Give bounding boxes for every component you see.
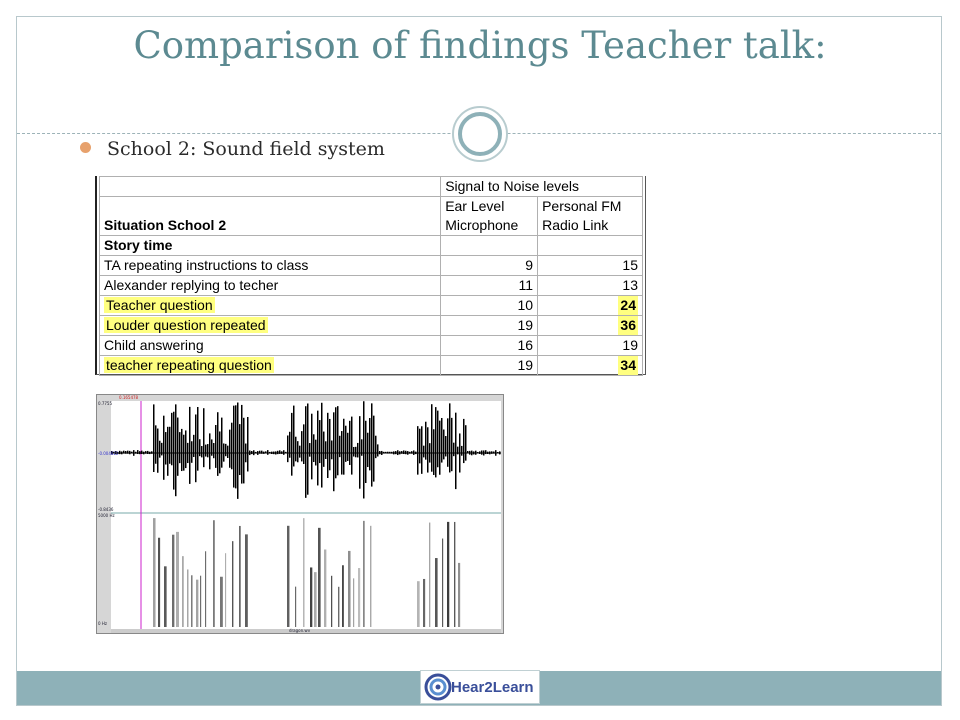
cursor-readout: 0.165478 xyxy=(119,395,139,400)
waveform-sample xyxy=(415,452,417,455)
waveform-sample xyxy=(461,446,463,456)
table-row xyxy=(100,356,643,376)
waveform-sample xyxy=(451,418,453,471)
waveform-sample xyxy=(385,452,387,454)
column-header-fm-2: Radio Link xyxy=(538,216,643,236)
waveform-sample xyxy=(257,451,259,455)
spectrogram-band xyxy=(353,578,354,627)
spectrogram-band xyxy=(213,520,215,627)
waveform-sample xyxy=(345,426,347,462)
waveform-sample xyxy=(275,451,277,454)
waveform-sample xyxy=(487,452,489,454)
waveform-sample xyxy=(127,451,129,454)
waveform-sample xyxy=(151,451,153,454)
row-fm-value: 24 xyxy=(620,297,636,313)
waveform-sample xyxy=(209,433,211,469)
table-row xyxy=(100,256,643,276)
row-ear-value: 19 xyxy=(441,316,538,336)
waveform-sample xyxy=(331,440,333,459)
spectrogram-band xyxy=(200,576,201,627)
waveform-sample xyxy=(447,418,449,466)
waveform-sample xyxy=(271,452,273,454)
waveform-sample xyxy=(483,450,485,455)
row-ear-value: 10 xyxy=(441,296,538,316)
waveform-sample xyxy=(401,451,403,454)
spectrogram-band xyxy=(442,539,443,627)
waveform-sample xyxy=(425,422,427,460)
waveform-sample xyxy=(393,451,395,454)
waveform-sample xyxy=(195,414,197,482)
waveform-sample xyxy=(339,436,341,457)
spectrogram-band xyxy=(196,580,198,627)
waveform-sample xyxy=(193,435,195,457)
waveform-sample xyxy=(155,425,157,463)
spectrogram-band xyxy=(417,581,420,627)
row-fm-value-cell xyxy=(538,356,643,376)
waveform-sample xyxy=(217,412,219,476)
table-group-header: Signal to Noise levels xyxy=(441,177,643,197)
waveform-sample xyxy=(325,441,327,459)
row-label: Alexander replying to techer xyxy=(100,276,441,296)
table-cell xyxy=(100,177,441,197)
waveform-sample xyxy=(365,421,367,483)
waveform-sample xyxy=(133,450,135,456)
waveform-sample xyxy=(243,418,245,484)
spectrogram-band xyxy=(342,565,344,627)
waveform-sample xyxy=(455,413,457,489)
waveform-sample xyxy=(313,434,315,462)
waveform-sample xyxy=(301,431,303,461)
waveform-sample xyxy=(261,451,263,454)
waveform-sample xyxy=(285,452,287,454)
waveform-sample xyxy=(255,452,257,454)
waveform-sample xyxy=(189,407,191,484)
spectrogram-band xyxy=(182,556,184,627)
spectrogram-band xyxy=(172,535,174,627)
waveform-sample xyxy=(493,452,495,454)
waveform-sample xyxy=(353,447,355,457)
logo-text: Hear2Learn xyxy=(451,679,534,696)
waveform-sample xyxy=(479,451,481,454)
waveform-sample xyxy=(357,443,359,458)
waveform-sample xyxy=(263,452,265,454)
waveform-sample xyxy=(491,451,493,454)
filename-label: dragon.wv xyxy=(289,628,311,633)
freq-bottom-label: 0 Hz xyxy=(98,621,107,626)
waveform-sample xyxy=(383,452,385,454)
waveform-sample xyxy=(495,450,497,456)
waveform-sample xyxy=(237,403,239,499)
waveform-sample xyxy=(277,451,279,454)
waveform-sample xyxy=(361,439,363,455)
spectrogram-band xyxy=(287,526,289,627)
column-header-fm-1: Personal FM xyxy=(538,197,643,217)
column-header-ear-1: Ear Level xyxy=(441,197,538,217)
waveform-sample xyxy=(341,431,343,475)
waveform-sample xyxy=(225,444,227,456)
waveform-sample xyxy=(445,436,447,456)
waveform-sample xyxy=(239,424,241,475)
waveform-sample xyxy=(121,451,123,454)
waveform-sample xyxy=(251,451,253,454)
waveform-sample xyxy=(319,420,321,463)
spectrogram-band xyxy=(423,579,425,627)
waveform-sample xyxy=(135,452,137,454)
waveform-sample xyxy=(199,439,201,456)
row-ear-value: 9 xyxy=(441,256,538,276)
waveform-sample xyxy=(403,450,405,454)
waveform-sample xyxy=(171,413,173,465)
table-row xyxy=(100,177,643,197)
situation-header: Situation School 2 xyxy=(100,216,441,236)
waveform-sample xyxy=(293,406,295,467)
waveform-sample xyxy=(337,406,339,475)
waveform-sample xyxy=(235,405,237,488)
row-label-cell xyxy=(100,316,441,336)
waveform-sample xyxy=(377,444,379,456)
swirl-icon xyxy=(424,673,452,701)
waveform-sample xyxy=(391,452,393,454)
waveform-sample xyxy=(273,452,275,455)
waveform-sample xyxy=(467,451,469,453)
waveform-sample xyxy=(197,407,199,471)
waveform-sample xyxy=(227,446,229,458)
waveform-sample xyxy=(253,450,255,455)
waveform-sample xyxy=(207,444,209,457)
waveform-sample xyxy=(185,430,187,468)
waveform-sample xyxy=(219,431,221,473)
spectrogram-band xyxy=(447,522,449,627)
row-fm-value: 34 xyxy=(620,357,636,373)
table-row xyxy=(100,296,643,316)
waveform-sample xyxy=(397,450,399,455)
waveform-sample xyxy=(475,451,477,455)
waveform-sample xyxy=(421,426,423,474)
waveform-sample xyxy=(407,451,409,455)
waveform-sample xyxy=(423,446,425,458)
slide-title: Comparison of findings Teacher talk: xyxy=(133,24,827,67)
waveform-sample xyxy=(299,446,301,458)
spectrogram-band xyxy=(370,526,371,627)
waveform-sample xyxy=(169,427,171,464)
waveform-sample xyxy=(231,423,233,470)
spectrogram-band xyxy=(153,518,156,627)
hear2learn-logo xyxy=(420,670,540,704)
waveform-sample xyxy=(175,404,177,496)
waveform-sample xyxy=(211,439,213,455)
waveform-sample xyxy=(303,424,305,464)
waveform-sample xyxy=(163,416,165,480)
row-fm-value-cell xyxy=(538,316,643,336)
waveform-sample xyxy=(485,450,487,454)
waveform-sample xyxy=(419,429,421,464)
waveform-sample xyxy=(457,447,459,455)
waveform-sample xyxy=(269,452,271,454)
waveform-sample xyxy=(131,452,133,454)
spectrogram-band xyxy=(314,572,317,627)
waveform-sample xyxy=(471,451,473,456)
waveform-sample xyxy=(259,451,261,454)
spectrogram-band xyxy=(191,575,193,627)
waveform-sample xyxy=(427,427,429,472)
table-row xyxy=(100,316,643,336)
row-fm-value: 13 xyxy=(538,276,643,296)
table-row xyxy=(100,216,643,236)
spectrogram-band xyxy=(318,528,321,627)
table-row xyxy=(100,236,643,256)
waveform-sample xyxy=(489,451,491,454)
waveform-sample xyxy=(387,452,389,454)
waveform-sample xyxy=(453,443,455,456)
waveform-sample xyxy=(145,451,147,454)
waveform-sample xyxy=(165,432,167,464)
waveform-sample xyxy=(289,432,291,458)
spectrogram-band xyxy=(458,563,460,627)
waveform-sample xyxy=(395,451,397,454)
waveform-sample xyxy=(167,427,169,476)
waveform-sample xyxy=(469,451,471,455)
spectrogram-band xyxy=(454,522,455,627)
waveform-sample xyxy=(309,443,311,457)
waveform-sample xyxy=(205,445,207,457)
waveform-sample xyxy=(143,452,145,455)
waveform-sample xyxy=(267,450,269,455)
spectrogram-band xyxy=(435,558,438,627)
row-ear-value: 11 xyxy=(441,276,538,296)
amp-low-label: -0.8436 xyxy=(98,507,114,512)
table-cell xyxy=(100,197,441,217)
waveform-sample xyxy=(179,432,181,463)
waveform-sample xyxy=(141,451,143,454)
waveform-sample xyxy=(223,443,225,461)
divider-ornament-ring xyxy=(458,112,502,156)
waveform-sample xyxy=(119,451,121,454)
waveform-sample xyxy=(213,443,215,458)
waveform-sample xyxy=(297,441,299,462)
row-fm-value-cell xyxy=(538,296,643,316)
spectrogram-band xyxy=(205,551,206,627)
waveform-sample xyxy=(439,421,441,475)
waveform-sample xyxy=(443,430,445,460)
waveform-sample xyxy=(139,451,141,454)
waveform-sample xyxy=(201,446,203,457)
waveform-sample xyxy=(317,411,319,486)
waveform-sample xyxy=(247,417,249,471)
waveform-sample xyxy=(153,404,155,472)
waveform-sample xyxy=(327,413,329,478)
spectrogram-image xyxy=(96,394,504,634)
waveform-sample xyxy=(245,444,247,463)
waveform-sample xyxy=(173,412,175,490)
waveform-sample xyxy=(389,452,391,454)
spectrogram-band xyxy=(220,577,223,627)
waveform-sample xyxy=(381,451,383,455)
table-row xyxy=(100,197,643,217)
waveform-sample xyxy=(359,416,361,489)
amp-top-label: 0.7755 xyxy=(98,401,112,406)
spectrogram-band xyxy=(164,566,167,627)
waveform-sample xyxy=(441,418,443,463)
waveform-sample xyxy=(371,403,373,486)
waveform-sample xyxy=(177,418,179,476)
spectrogram-band xyxy=(338,587,339,627)
waveform-sample xyxy=(291,413,293,476)
waveform-sample xyxy=(463,419,465,463)
bullet-text: School 2: Sound field system xyxy=(107,138,385,160)
row-label: teacher repeating question xyxy=(106,357,272,373)
waveform-sample xyxy=(375,436,377,458)
row-fm-value: 15 xyxy=(538,256,643,276)
waveform-sample xyxy=(417,426,419,474)
waveform-sample xyxy=(307,403,309,494)
spectrogram-band xyxy=(239,526,241,627)
waveform-sample xyxy=(125,451,127,454)
waveform-sample xyxy=(477,452,479,453)
spectrogram-band xyxy=(429,523,430,627)
waveform-sample xyxy=(281,451,283,454)
spectrogram-graphic xyxy=(97,395,503,633)
waveform-sample xyxy=(183,435,185,471)
waveform-sample xyxy=(399,451,401,454)
table-cell xyxy=(538,236,643,256)
row-label: Louder question repeated xyxy=(106,317,266,333)
waveform-sample xyxy=(149,452,151,454)
spectrogram-band xyxy=(303,518,305,627)
waveform-sample xyxy=(429,443,431,462)
row-label: Teacher question xyxy=(106,297,213,313)
waveform-sample xyxy=(379,451,381,454)
waveform-sample xyxy=(433,429,435,475)
waveform-sample xyxy=(411,451,413,454)
waveform-sample xyxy=(369,418,371,470)
waveform-sample xyxy=(191,441,193,463)
waveform-sample xyxy=(295,437,297,462)
spectrogram-band xyxy=(176,532,179,627)
waveform-sample xyxy=(129,451,131,454)
freq-top-label: 5000 Hz xyxy=(98,513,115,518)
spectrogram-band xyxy=(358,568,360,627)
waveform-sample xyxy=(215,425,217,468)
snr-table xyxy=(99,176,643,376)
row-fm-value: 36 xyxy=(620,317,636,333)
waveform-sample xyxy=(343,419,345,475)
table-row xyxy=(100,336,643,356)
waveform-sample xyxy=(329,419,331,470)
waveform-sample xyxy=(147,451,149,454)
waveform-sample xyxy=(203,408,205,467)
waveform-sample xyxy=(465,425,467,460)
waveform-sample xyxy=(499,451,501,454)
waveform-sample xyxy=(161,443,163,456)
row-ear-value: 16 xyxy=(441,336,538,356)
waveform-sample xyxy=(409,452,411,454)
waveform-sample xyxy=(333,412,335,491)
waveform-sample xyxy=(123,451,125,454)
spectrogram-band xyxy=(331,576,332,627)
waveform-sample xyxy=(181,429,183,471)
waveform-sample xyxy=(241,405,243,484)
bullet-icon xyxy=(80,142,91,153)
waveform-sample xyxy=(363,401,365,498)
waveform-sample xyxy=(335,407,337,478)
spectrogram-band xyxy=(225,553,226,627)
waveform-sample xyxy=(349,421,351,465)
waveform-sample xyxy=(315,440,317,466)
amp-mid-label: -0.004822 xyxy=(98,451,119,456)
spectrogram-band xyxy=(363,521,365,627)
row-label-cell xyxy=(100,356,441,376)
column-header-ear-2: Microphone xyxy=(441,216,538,236)
waveform-sample xyxy=(187,443,189,463)
waveform-sample xyxy=(279,450,281,454)
waveform-sample xyxy=(323,432,325,467)
waveform-sample xyxy=(481,450,483,454)
waveform-sample xyxy=(233,406,235,488)
waveform-sample xyxy=(449,403,451,472)
snr-table-image xyxy=(95,176,646,375)
spectrogram-band xyxy=(348,551,351,627)
section-label: Story time xyxy=(100,236,441,256)
waveform-sample xyxy=(157,429,159,473)
waveform-sample xyxy=(497,452,499,453)
waveform-sample xyxy=(311,414,313,480)
waveform-sample xyxy=(221,418,223,468)
row-label: TA repeating instructions to class xyxy=(100,256,441,276)
waveform-sample xyxy=(283,450,285,455)
row-label: Child answering xyxy=(100,336,441,356)
waveform-sample xyxy=(229,430,231,468)
waveform-sample xyxy=(137,450,139,454)
waveform-sample xyxy=(159,441,161,458)
spectrogram-band xyxy=(187,569,188,627)
table-cell xyxy=(441,236,538,256)
spectrogram-band xyxy=(158,538,160,627)
waveform-sample xyxy=(305,406,307,498)
waveform-sample xyxy=(413,450,415,454)
row-ear-value: 19 xyxy=(441,356,538,376)
waveform-sample xyxy=(287,435,289,462)
waveform-sample xyxy=(459,433,461,472)
spectrogram-band xyxy=(324,550,326,627)
waveform-sample xyxy=(351,417,353,475)
row-fm-value: 19 xyxy=(538,336,643,356)
spectrogram-band xyxy=(232,541,233,627)
waveform-sample xyxy=(435,407,437,477)
table-row xyxy=(100,276,643,296)
waveform-sample xyxy=(321,403,323,488)
waveform-sample xyxy=(355,447,357,457)
waveform-sample xyxy=(405,451,407,454)
waveform-sample xyxy=(431,404,433,471)
row-label-cell xyxy=(100,296,441,316)
waveform-sample xyxy=(437,411,439,468)
waveform-sample xyxy=(367,433,369,467)
spectrogram-band xyxy=(245,534,248,627)
waveform-sample xyxy=(249,450,251,455)
waveform-sample xyxy=(347,433,349,461)
spectrogram-band xyxy=(310,567,312,627)
waveform-sample xyxy=(265,451,267,453)
spectrogram-band xyxy=(295,587,296,627)
waveform-sample xyxy=(473,451,475,454)
waveform-sample xyxy=(373,416,375,482)
